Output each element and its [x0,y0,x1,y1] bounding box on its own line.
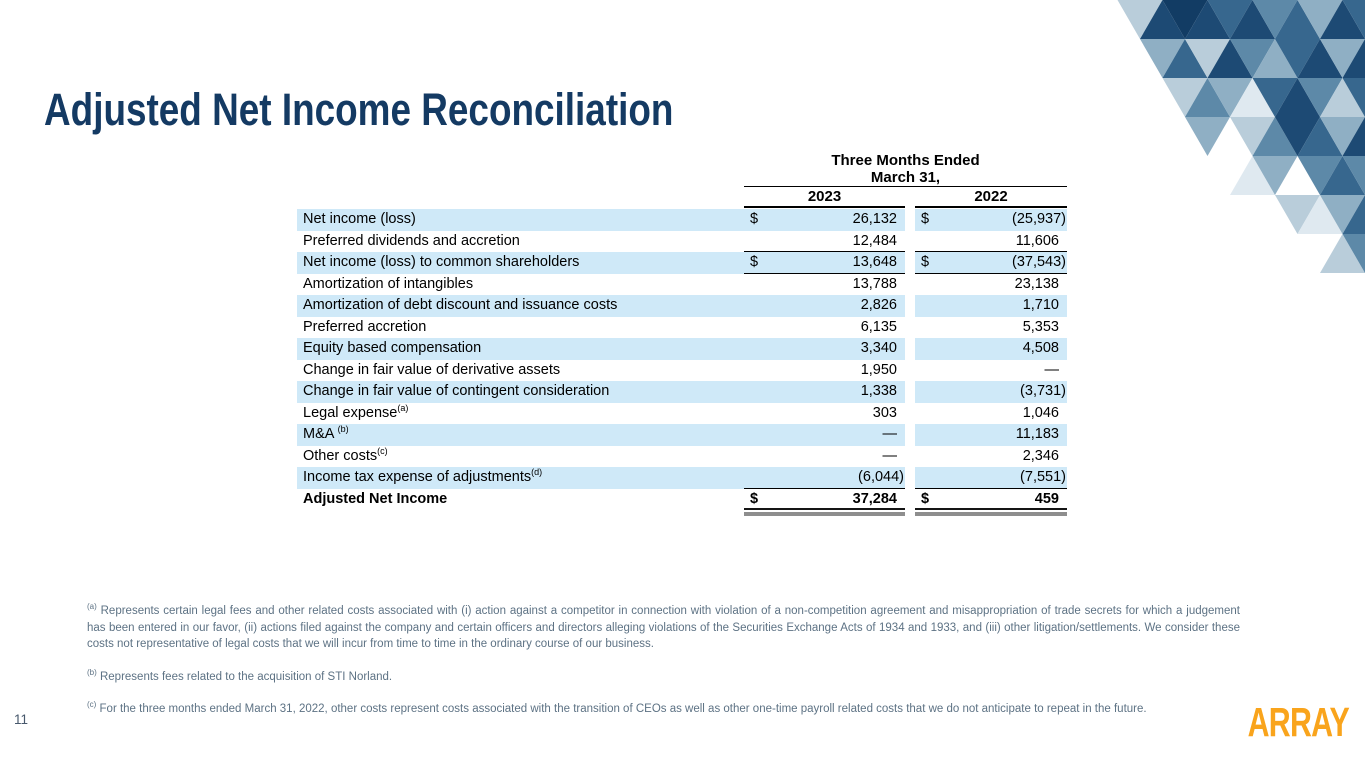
row-label: Net income (loss) to common shareholders [297,252,744,274]
currency-symbol: $ [921,254,930,270]
value-2022 [915,424,1067,446]
currency-symbol: $ [750,490,759,507]
amount: 1,710 [1022,297,1059,313]
column-gap [905,231,915,253]
value-2022 [915,252,1067,274]
currency-symbol: $ [750,254,759,270]
currency-symbol: $ [750,211,759,227]
footnote: $^{(b)}$ Represents fees related to the acquisition of STI Norland. [87,667,393,683]
table-header-sub: March 31, [744,169,1067,187]
value-2022 [915,274,1067,296]
amount: 459 [1034,490,1059,507]
currency-symbol: $ [921,211,930,227]
row-label: Amortization of intangibles [303,275,474,292]
column-gap [905,338,915,360]
row-label: Income tax expense of adjustments$^{(d)}$ [297,467,744,489]
value-2023 [744,424,905,446]
table-row [297,424,1067,446]
value-2023 [744,338,905,360]
amount: (37,543) [1011,254,1066,270]
row-label: Preferred dividends and accretion [303,232,520,249]
value-2023 [744,252,905,274]
column-gap [905,424,915,446]
row-label: Legal expense$^{(a)}$ [303,402,409,421]
column-gap [905,446,915,468]
value-2022 [915,360,1067,382]
row-label: Net income (loss) [297,209,744,231]
table-row [297,295,1067,317]
value-2023 [744,489,905,511]
amount: 2,826 [860,297,897,313]
table-row [297,252,1067,274]
column-header-2023: 2023 [744,188,905,208]
value-2023 [744,403,905,425]
amount: (25,937) [1011,211,1066,227]
footnote: $^{(a)}$ Represents certain legal fees and other related costs associated with (i) action against a competitor in connection with violation of a non-competition agreement and misappropriation of trade secrets for which a judgement has been entered in our favor, (ii) actions filed against the company and certain officers and directors alleging violations of the Securities Exchange Acts of 1934 and 1933, and (iii) other litigation/settlements. We consider these costs not representative of legal costs that we will incur from time to time in the ordinary course of our business. [87,602,1240,650]
value-2023 [744,381,905,403]
array-logo: ARRAY [1247,699,1349,745]
amount: (7,551) [1020,469,1066,485]
amount: — [1044,361,1059,378]
value-2023 [744,231,905,253]
triangle-mosaic-decoration [1095,0,1365,273]
table-header-group: Three Months Ended [831,152,980,169]
mosaic-triangle [1185,117,1230,156]
column-gap [905,317,915,339]
currency-symbol: $ [921,490,930,507]
value-2022 [915,467,1067,489]
table-row [297,403,1067,425]
value-2022 [915,489,1067,511]
table-row [297,338,1067,360]
table-row [297,467,1067,489]
amount: (6,044) [858,469,904,485]
column-gap [905,467,915,489]
value-2022 [915,446,1067,468]
amount: 3,340 [860,340,897,356]
value-2022 [915,209,1067,231]
value-2023 [744,295,905,317]
amount: 13,788 [852,275,897,292]
amount: 303 [872,404,897,421]
page-number: 11 [14,712,29,727]
amount: 5,353 [1022,318,1059,335]
triangle-mosaic-svg [1095,0,1365,273]
table-row [297,317,1067,339]
row-label: Equity based compensation [297,338,744,360]
amount: 11,183 [1015,426,1059,442]
row-label: Amortization of debt discount and issuance costs [297,295,744,317]
value-2023 [744,317,905,339]
table-row [297,446,1067,468]
value-2022 [915,231,1067,253]
value-2022 [915,403,1067,425]
row-label: Change in fair value of derivative assets [303,361,561,378]
column-gap [905,381,915,403]
table-row [297,489,1067,511]
column-gap [905,489,915,511]
value-2022 [915,338,1067,360]
amount: 2,346 [1022,447,1059,464]
table-header [297,152,1067,209]
value-2022 [915,381,1067,403]
amount: 6,135 [860,318,897,335]
row-label: Preferred accretion [303,318,427,335]
table-row [297,231,1067,253]
column-gap [905,403,915,425]
table-row [297,360,1067,382]
footnotes [87,603,1240,734]
amount: — [882,447,897,464]
value-2023 [744,467,905,489]
amount: 11,606 [1015,232,1059,249]
amount: 37,284 [852,490,897,507]
column-gap [905,209,915,231]
column-header-2022: 2022 [915,188,1067,208]
column-gap [905,252,915,274]
amount: 1,338 [860,383,897,399]
row-label: Other costs$^{(c)}$ [303,445,388,464]
amount: — [882,426,897,442]
footnote: $^{(c)}$ For the three months ended March 31, 2022, other costs represent costs associated with the transition of CEOs as well as other one-time payroll related costs that we do not anticipate to repeat in the future. [87,700,1147,715]
value-2023 [744,446,905,468]
amount: 1,950 [860,361,897,378]
table-row [297,274,1067,296]
row-label: Change in fair value of contingent consideration [297,381,744,403]
value-2022 [915,295,1067,317]
amount: 4,508 [1022,340,1059,356]
amount: (3,731) [1020,383,1066,399]
reconciliation-table [297,152,1067,510]
amount: 13,648 [852,254,897,270]
value-2022 [915,317,1067,339]
column-gap [905,360,915,382]
amount: 26,132 [852,211,897,227]
amount: 12,484 [852,232,897,249]
column-gap [905,295,915,317]
table-row [297,381,1067,403]
value-2023 [744,209,905,231]
table-row [297,209,1067,231]
column-gap [905,274,915,296]
value-2023 [744,360,905,382]
amount: 1,046 [1022,404,1059,421]
page-title: Adjusted Net Income Reconciliation [44,84,674,135]
row-label: M&A $^{(b)}$ [297,424,744,446]
value-2023 [744,274,905,296]
row-label: Adjusted Net Income [303,490,448,507]
amount: 23,138 [1014,275,1059,292]
table-body [297,209,1067,510]
